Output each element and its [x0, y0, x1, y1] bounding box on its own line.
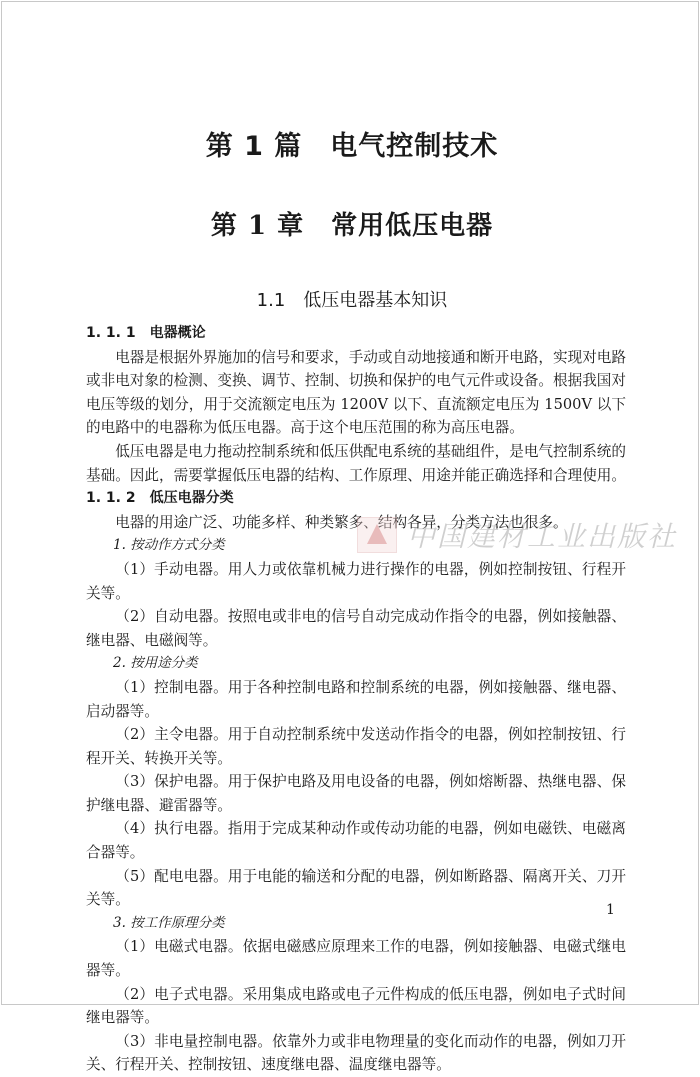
list-item: （4）执行电器。指用于完成某种动作或传动功能的电器，例如电磁铁、电磁离合器等。	[86, 820, 626, 862]
page-number: 1	[606, 902, 615, 918]
chapter-title: 第 1 章 常用低压电器	[210, 211, 494, 241]
list-item: （1）控制电器。用于各种控制电路和控制系统的电器，例如接触器、继电器、启动器等。	[86, 678, 626, 720]
list-item: （2）自动电器。按照电或非电的信号自动完成动作指令的电器，例如接触器、继电器、电磁阀等。	[86, 608, 626, 649]
list-item: （2）电子式电器。采用集成电路或电子元件构成的低压电器，例如电子式时间继电器等。	[86, 985, 626, 1027]
category-title: 3. 按工作原理分类	[113, 914, 225, 931]
list-item: （3）保护电器。用于保护电路及用电设备的电器，例如熔断器、热继电器、保护继电器、避雷器等。	[86, 773, 626, 814]
section-title: 1.1 低压电器基本知识	[256, 290, 448, 311]
category-title: 2. 按用途分类	[113, 655, 198, 672]
list-item: （3）非电量控制电器。依靠外力或非电物理量的变化而动作的电器，例如刀开关、行程开关、控制按钮、速度继电器、温度继电器等。	[86, 1032, 626, 1074]
list-item: （2）主令电器。用于自动控制系统中发送动作指令的电器，例如控制按钮、行程开关、转换开关等。	[86, 726, 626, 767]
paragraph: 电器是根据外界施加的信号和要求，手动或自动地接通和断开电路，实现对电路或非电对象的检测、变换、调节、控制、切换和保护的电气元件或设备。根据我国对电压等级的划分，用于交流额定电压为 1200V 以下、直流额定电压为 1500V 以下的电路中的电器称为低压电器。高于这个电压范围的称为高压电器。	[86, 348, 626, 437]
watermark-text: 中国建材工业出版社	[407, 520, 678, 553]
list-item: （1）手动电器。用人力或依靠机械力进行操作的电器，例如控制按钮、行程开关等。	[86, 560, 626, 602]
page	[1, 1, 699, 1074]
list-item: （1）电磁式电器。依据电磁感应原理来工作的电器，例如接触器、电磁式继电器等。	[86, 938, 626, 980]
part-title: 第 1 篇 电气控制技术	[205, 131, 499, 162]
body-text	[86, 322, 626, 1077]
paragraph: 电器的用途广泛、功能多样、种类繁多、结构各异，分类方法也很多。	[115, 513, 568, 531]
subsection-heading: 1. 1. 2 低压电器分类	[86, 490, 234, 507]
subsection-heading: 1. 1. 1 电器概论	[86, 325, 206, 341]
list-item: （5）配电电器。用于电能的输送和分配的电器，例如断路器、隔离开关、刀开关等。	[86, 867, 626, 909]
paragraph: 低压电器是电力拖动控制系统和低压供配电系统的基础组件，是电气控制系统的基础。因此，需要掌握低压电器的结构、工作原理、用途并能正确选择和合理使用。	[86, 442, 626, 484]
category-title: 1. 按动作方式分类	[113, 537, 225, 554]
